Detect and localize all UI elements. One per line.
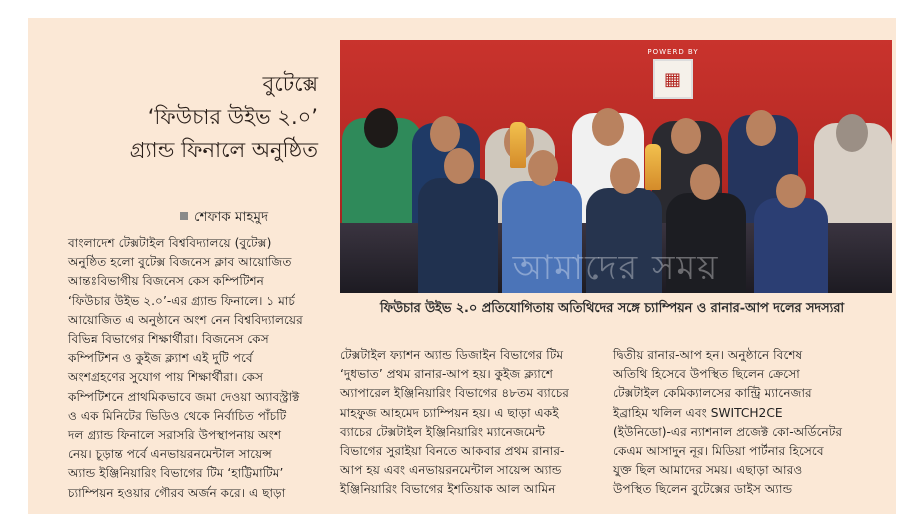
article-line: উপস্থিত ছিলেন বুটেক্সের ডাইস অ্যান্ড (613, 482, 793, 497)
article-line: নেয়। চূড়ান্ত পর্বে এনভায়রনমেন্টাল সায়েন্স (68, 447, 272, 462)
article-line: অনুষ্ঠিত হলো বুটেক্স বিজনেস ক্লাব আয়োজিত (68, 255, 292, 270)
article-line: আপ হয় এবং এনভায়রনমেন্টাল সায়েন্স অ্যান্ড (340, 463, 562, 478)
article-column-1 (68, 234, 324, 503)
sponsor-mark-icon: ▦ (653, 59, 693, 99)
photo-caption: ফিউচার উইভ ২.০ প্রতিযোগিতায় অতিথিদের সঙ্গে চ্যাম্পিয়ন ও রানার-আপ দলের সদস্যরা (380, 301, 845, 316)
trophy-icon (645, 144, 661, 190)
article-line: অতিথি হিসেবে উপস্থিত ছিলেন ক্রেসো (613, 367, 800, 382)
article-line: বাংলাদেশ টেক্সটাইল বিশ্ববিদ্যালয়ে (বুটেক্স) (68, 236, 272, 250)
article-line: ইব্রাহিম খলিল এবং SWITCH2CE (613, 405, 783, 420)
person-head (444, 148, 474, 184)
article-line: অ্যাপারেল ইঞ্জিনিয়ারিং বিভাগের ৪৮তম ব্যাচের (340, 386, 569, 401)
article-line: যুক্ত ছিল আমাদের সময়। এছাড়া আরও (613, 463, 803, 478)
article-line: ও এক মিনিটের ভিডিও থেকে নির্বাচিত পাঁচটি (68, 408, 287, 423)
article-line: ব্যাচের টেক্সটাইল ইঞ্জিনিয়ারিং ম্যানেজমেন্ট (340, 424, 546, 439)
headline-line-3: গ্র্যান্ড ফিনালে অনুষ্ঠিত (129, 138, 318, 162)
sponsor-label: POWERD BY (647, 48, 699, 56)
article-line: চ্যাম্পিয়ন হওয়ার গৌরব অর্জন করে। এ ছাড়া (68, 485, 286, 500)
article-line: ইঞ্জিনিয়ারিং বিভাগের ইশতিয়াক আল আমিন (340, 482, 556, 497)
article-line: আন্তঃবিভাগীয় বিজনেস কেস কম্পিটিশন (68, 274, 264, 289)
person-head (690, 164, 720, 200)
article-line: টেক্সটাইল কেমিক্যালসের কান্ট্রি ম্যানেজার (613, 386, 812, 401)
article-line: টেক্সটাইল ফ্যাশন অ্যান্ড ডিজাইন বিভাগের টিম (340, 348, 564, 362)
article-line: দ্বিতীয় রানার-আপ হন। অনুষ্ঠানে বিশেষ (613, 348, 803, 362)
article-line: আয়োজিত এ অনুষ্ঠানে অংশ নেন বিশ্ববিদ্যালয়ের (68, 312, 303, 327)
byline-square-icon (180, 212, 188, 220)
person-head (610, 158, 640, 194)
person-head (430, 116, 460, 152)
byline (180, 206, 320, 229)
article-column-2 (340, 346, 602, 500)
article-line: কম্পিটিশন ও কুইজ ক্ল্যাশ এই দুটি পর্বে (68, 351, 253, 366)
person-head (746, 110, 776, 146)
article-line: ‘ফিউচার উইভ ২.০’-এর গ্র্যান্ড ফিনালে। ১ মার্চ (68, 293, 295, 308)
article-column-3 (613, 346, 883, 500)
headline-line-2: ‘ফিউচার উইভ ২.০’ (147, 105, 318, 129)
person-head (364, 108, 398, 148)
person-head (671, 118, 701, 154)
article-line: কেএম আসাদুন নূর। মিডিয়া পার্টনার হিসেবে (613, 444, 824, 459)
article-line: বিভিন্ন বিভাগের শিক্ষার্থীরা। বিজনেস কেস (68, 332, 269, 347)
article-line: দল গ্র্যান্ড ফিনালে সরাসরি উপস্থাপনায় অংশ (68, 428, 282, 443)
article-line: বিভাগের সুরাইয়া বিনতে আকবার প্রথম রানার- (340, 444, 565, 459)
article-line: মাহফুজ আহমেদ চ্যাম্পিয়ন হয়। এ ছাড়া একই (340, 405, 559, 420)
sponsor-logo (645, 48, 701, 108)
article-line: অ্যান্ড ইঞ্জিনিয়ারিং বিভাগের টিম ‘হাট্টিমাটিম’ (68, 466, 284, 481)
person-head (776, 174, 806, 208)
person-head (836, 114, 868, 152)
headline-line-1: বুটেক্সে (262, 72, 318, 96)
article-line: (ইউনিডো)-এর ন্যাশনাল প্রজেক্ট কো-অর্ডিনেটর (613, 424, 843, 439)
author-name: শেফাক মাহমুদ (194, 209, 269, 225)
article-line: অংশগ্রহণের সুযোগ পায় শিক্ষার্থীরা। কেস (68, 370, 264, 385)
trophy-icon (510, 122, 526, 168)
article-line: কম্পিটিশনে প্রাথমিকভাবে জমা দেওয়া অ্যাবস্ট্রাক্ট (68, 389, 300, 404)
person-head (528, 150, 558, 186)
person-head (592, 108, 624, 146)
article-line: ‘দুধভাত’ প্রথম রানার-আপ হয়। কুইজ ক্ল্যাশে (340, 367, 553, 382)
news-photo (340, 40, 892, 293)
watermark: আমাদের সময় (512, 248, 720, 288)
headline (48, 68, 318, 167)
